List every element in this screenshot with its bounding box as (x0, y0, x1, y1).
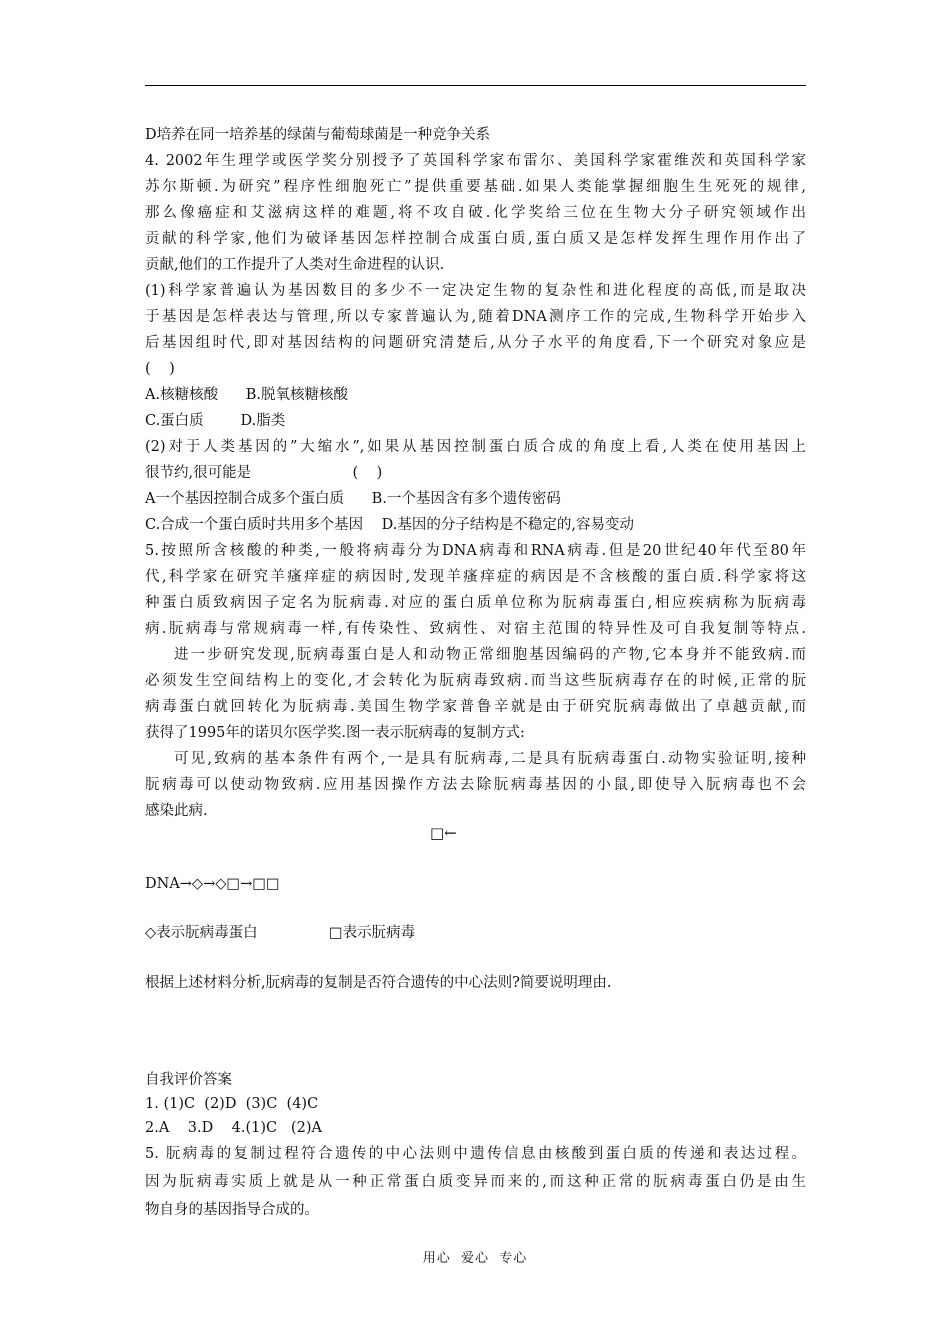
text-line: 贡献,他们的工作提升了人类对生命进程的认识. (145, 257, 445, 273)
answer-line: 2.A 3.D 4.(1)C (2)A (145, 1120, 322, 1136)
option-line: A一个基因控制合成多个蛋白质 B.一个基因含有多个遗传密码 (145, 491, 561, 507)
text-line: 代,科学家在研究羊瘙痒症的病因时,发现羊瘙痒症的病因是不含核酸的蛋白质.科学家将这 (145, 569, 806, 585)
text-line: 贡献的科学家,他们为破译基因怎样控制合成蛋白质,蛋白质又是怎样发挥生理作用作出了 (145, 231, 806, 247)
answers-title: 自我评价答案 (145, 1072, 232, 1088)
page-footer: 用心 爱心 专心 (422, 1251, 528, 1266)
text-line: ( ) (145, 361, 175, 377)
diagram-top-row: □← (430, 824, 457, 842)
option-line: C.蛋白质 D.脂类 (145, 413, 286, 429)
diagram-main-row: DNA→◇→◇□→□□ (145, 876, 280, 892)
legend-diamond: ◇表示朊病毒蛋白 (145, 925, 258, 941)
text-line: 病.朊病毒与常规病毒一样,有传染性、致病性、对宿主范围的特异性及可自我复制等特点. (145, 621, 806, 637)
answers-section (145, 1068, 806, 1224)
legend-square: □表示朊病毒 (328, 925, 416, 941)
text-line: 于基因是怎样表达与管理,所以专家普遍认为,随着DNA测序工作的完成,生物科学开始步入 (145, 309, 806, 325)
text-line: 很节约,很可能是 ( ) (145, 465, 383, 481)
text-line: 后基因组时代,即对基因结构的问题研究清楚后,从分子水平的角度看,下一个研究对象应是 (145, 335, 806, 351)
text-line: 朊病毒可以使动物致病.应用基因操作方法去除朊病毒基因的小鼠,即使导入朊病毒也不会 (145, 777, 806, 793)
answer-line: 物自身的基因指导合成的。 (145, 1202, 319, 1218)
option-line: A.核糖核酸 B.脱氧核糖核酸 (145, 387, 348, 403)
text-line: 4. 2002年生理学或医学奖分别授予了英国科学家布雷尔、美国科学家霍维茨和英国科学家 (145, 153, 806, 169)
text-line: 获得了1995年的诺贝尔医学奖.图一表示朊病毒的复制方式: (145, 725, 525, 741)
text-line: 进一步研究发现,朊病毒蛋白是人和动物正常细胞基因编码的产物,它本身并不能致病.而 (174, 647, 806, 663)
answer-line: 1. (1)C (2)D (3)C (4)C (145, 1096, 319, 1112)
answer-line: 因为朊病毒实质上就是从一种正常蛋白质变异而来的,而这种正常的朊病毒蛋白仍是由生 (145, 1174, 806, 1190)
answer-line: 5. 朊病毒的复制过程符合遗传的中心法则中遗传信息由核酸到蛋白质的传递和表达过程。 (145, 1146, 806, 1162)
text-line: 感染此病. (145, 803, 208, 819)
text-line: (2)对于人类基因的”大缩水”,如果从基因控制蛋白质合成的角度上看,人类在使用基因上 (145, 439, 806, 455)
text-line: 必须发生空间结构上的变化,才会转化为朊病毒致病.而当这些朊病毒存在的时候,正常的朊 (145, 673, 806, 689)
document-body (145, 122, 806, 824)
text-line: 种蛋白质致病因子定名为朊病毒.对应的蛋白质单位称为朊病毒蛋白,相应疾病称为朊病毒 (145, 595, 806, 611)
text-line: (1)科学家普遍认为基因数目的多少不一定决定生物的复杂性和进化程度的高低,而是取决 (145, 283, 806, 299)
text-line: 病毒蛋白就回转化为朊病毒.美国生物学家普鲁辛就是由于研究朊病毒做出了卓越贡献,而 (145, 699, 806, 715)
text-line: 那么像癌症和艾滋病这样的难题,将不攻自破.化学奖给三位在生物大分子研究领域作出 (145, 205, 806, 221)
question-text: 根据上述材料分析,朊病毒的复制是否符合遗传的中心法则?简要说明理由. (145, 975, 612, 991)
text-line: 苏尔斯顿.为研究”程序性细胞死亡”提供重要基础.如果人类能掌握细胞生生死死的规律, (145, 179, 806, 195)
text-line: D培养在同一培养基的绿菌与葡萄球菌是一种竞争关系 (145, 127, 491, 143)
option-line: C.合成一个蛋白质时共用多个基因 D.基因的分子结构是不稳定的,容易变动 (145, 517, 634, 533)
header-rule (145, 85, 806, 86)
diagram-legend (145, 922, 415, 944)
text-line: 可见,致病的基本条件有两个,一是具有朊病毒,二是具有朊病毒蛋白.动物实验证明,接种 (174, 751, 806, 767)
text-line: 5.按照所含核酸的种类,一般将病毒分为DNA病毒和RNA病毒.但是20世纪40年代至80年 (145, 543, 806, 559)
